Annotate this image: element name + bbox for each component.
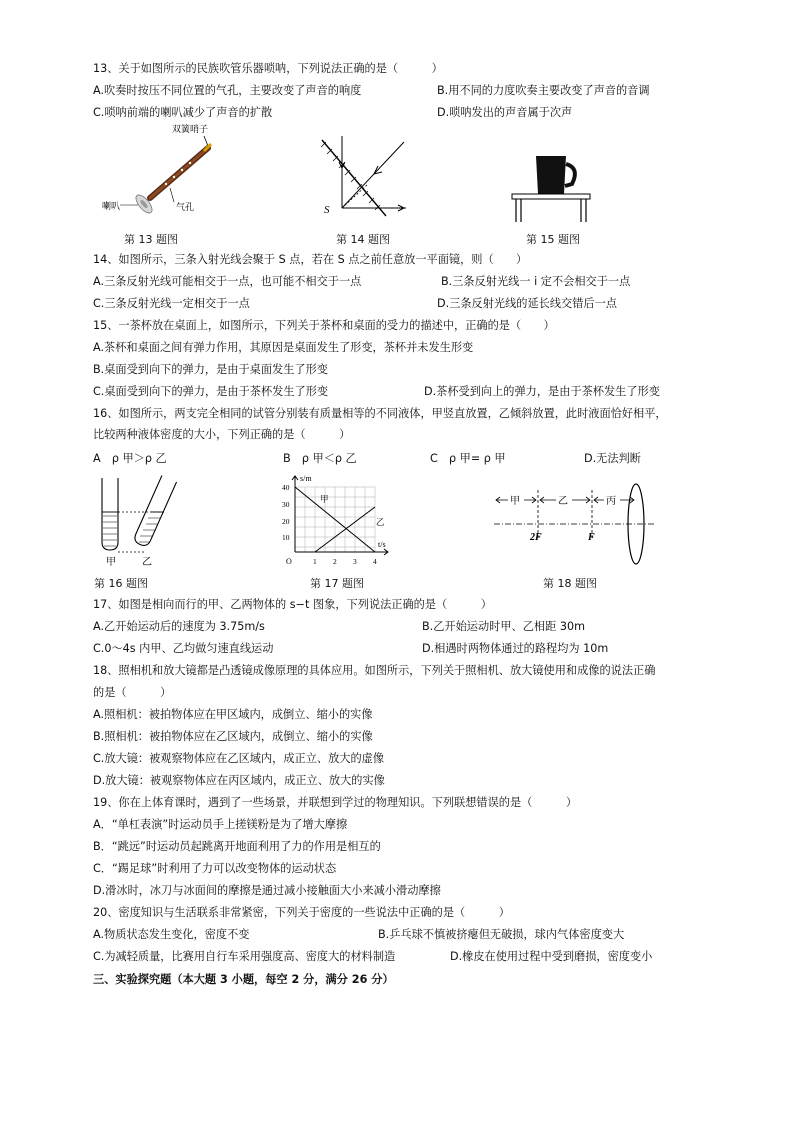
ytick: 40 xyxy=(282,483,290,492)
label-yi: 乙 xyxy=(142,557,152,568)
cup-table-figure xyxy=(508,146,594,226)
ylabel: s/m xyxy=(300,474,312,483)
q16-option-a: A ρ 甲＞ρ 乙 xyxy=(93,452,167,465)
q17-option-c: C.0～4s 内甲、乙均做匀速直线运动 xyxy=(93,642,274,655)
xlabel: t/s xyxy=(378,540,386,549)
fig13-caption: 第 13 题图 xyxy=(124,233,178,246)
zone-bing-label: 丙 xyxy=(606,496,616,507)
q20-option-a: A.物质状态发生变化，密度不变 xyxy=(93,928,250,941)
ytick: 30 xyxy=(282,500,290,509)
q17-option-a: A.乙开始运动后的速度为 3.75m/s xyxy=(93,620,265,633)
q15-option-b: B.桌面受到向下的弹力，是由于桌面发生了形变 xyxy=(93,363,328,376)
ytick: 10 xyxy=(282,533,290,542)
q16-option-d: D.无法判断 xyxy=(584,452,641,465)
q15-option-d: D.茶杯受到向上的弹力，是由于茶杯发生了形变 xyxy=(424,385,660,398)
xtick: 4 xyxy=(373,557,377,566)
fig15-caption: 第 15 题图 xyxy=(526,233,580,246)
q17-option-b: B.乙开始运动时甲、乙相距 30m xyxy=(422,620,585,633)
q20-option-d: D.橡皮在使用过程中受到磨损，密度变小 xyxy=(450,950,653,963)
label-horn: 喇叭 xyxy=(102,201,121,211)
q19-option-a: A．“单杠表演”时运动员手上搓镁粉是为了增大摩擦 xyxy=(93,818,348,831)
q16-stem-line2: 比较两种液体密度的大小，下列正确的是（ ） xyxy=(93,428,351,441)
q14-option-b: B.三条反射光线一 i 定不会相交于一点 xyxy=(441,275,631,288)
q14-stem: 14、如图所示，三条入射光线会聚于 S 点，若在 S 点之前任意放一平面镜，则（ ） xyxy=(93,253,528,266)
q13-stem: 13、关于如图所示的民族吹管乐器唢呐，下列说法正确的是（ ） xyxy=(93,62,443,75)
q19-option-d: D.滑冰时，冰刀与冰面间的摩擦是通过减小接触面大小来减小滑动摩擦 xyxy=(93,884,441,897)
xtick: 2 xyxy=(333,557,337,566)
q13-option-c: C.唢呐前端的喇叭减少了声音的扩散 xyxy=(93,106,273,119)
fig18-caption: 第 18 题图 xyxy=(543,577,597,590)
section-3-heading: 三、实验探究题（本大题 3 小题，每空 2 分，满分 26 分） xyxy=(93,973,394,986)
q16-stem-line1: 16、如图所示，两支完全相同的试管分别装有质量相等的不同液体，甲竖直放置，乙倾斜放置，此时液面恰好相平， xyxy=(93,407,667,420)
q13-option-d: D.唢呐发出的声音属于次声 xyxy=(437,106,573,119)
q15-stem: 15、一茶杯放在桌面上，如图所示，下列关于茶杯和桌面的受力的描述中，正确的是（ ） xyxy=(93,319,555,332)
q14-option-c: C.三条反射光线一定相交于一点 xyxy=(93,297,250,310)
q18-stem-line1: 18、照相机和放大镜都是凸透镜成像原理的具体应用。如图所示，下列关于照相机、放大镜使用和成像的说法正确 xyxy=(93,664,656,677)
q17-option-d: D.相遇时两物体通过的路程均为 10m xyxy=(422,642,609,655)
origin-label: O xyxy=(286,557,292,566)
series-label-yi: 乙 xyxy=(376,517,385,527)
light-rays-figure xyxy=(318,134,408,218)
label-hole: 气孔 xyxy=(176,202,195,212)
q19-stem: 19、你在上体育课时，遇到了一些场景，并联想到学过的物理知识。下列联想错误的是（ ） xyxy=(93,796,578,809)
q14-option-d: D.三条反射光线的延长线交错后一点 xyxy=(437,297,617,310)
label-reed: 双簧哨子 xyxy=(172,124,209,134)
q20-option-c: C.为减轻质量，比赛用自行车采用强度高、密度大的材料制造 xyxy=(93,950,396,963)
test-tubes-figure xyxy=(94,472,194,568)
q13-option-b: B.用不同的力度吹奏主要改变了声音的音调 xyxy=(437,84,650,97)
xtick: 3 xyxy=(353,557,357,566)
fig17-caption: 第 17 题图 xyxy=(310,577,364,590)
q19-option-c: C．“踢足球”时利用了力可以改变物体的运动状态 xyxy=(93,862,337,875)
q15-option-a: A.茶杯和桌面之间有弹力作用，其原因是桌面发生了形变，茶杯并未发生形变 xyxy=(93,341,474,354)
q18-option-b: B.照相机：被拍物体应在乙区域内，成倒立、缩小的实像 xyxy=(93,730,373,743)
xtick: 1 xyxy=(313,557,317,566)
q18-option-d: D.放大镜：被观察物体应在丙区域内，成正立、放大的实像 xyxy=(93,774,385,787)
label-f: F xyxy=(588,532,595,543)
q18-option-a: A.照相机：被拍物体应在甲区域内，成倒立、缩小的实像 xyxy=(93,708,373,721)
q13-option-a: A.吹奏时按压不同位置的气孔，主要改变了声音的响度 xyxy=(93,84,362,97)
q15-option-c: C.桌面受到向下的弹力，是由于茶杯发生了形变 xyxy=(93,385,329,398)
zone-yi-label: 乙 xyxy=(558,496,568,507)
fig14-caption: 第 14 题图 xyxy=(336,233,390,246)
q20-option-b: B.乒乓球不慎被挤瘪但无破损，球内气体密度变大 xyxy=(378,928,625,941)
q18-stem-line2: 的是（ ） xyxy=(93,686,172,699)
fig16-caption: 第 16 题图 xyxy=(94,577,148,590)
q16-option-b: B ρ 甲＜ρ 乙 xyxy=(283,452,357,465)
st-graph-figure xyxy=(270,470,400,570)
series-label-jia: 甲 xyxy=(320,494,329,504)
ytick: 20 xyxy=(282,517,290,526)
q16-option-c: C ρ 甲= ρ 甲 xyxy=(430,452,506,465)
zone-jia-label: 甲 xyxy=(510,496,520,507)
q17-stem: 17、如图是相向而行的甲、乙两物体的 s−t 图象，下列说法正确的是（ ） xyxy=(93,598,492,611)
lens-zones-figure xyxy=(490,478,662,568)
suona-figure xyxy=(100,122,220,214)
q18-option-c: C.放大镜：被观察物体应在乙区域内，成正立、放大的虚像 xyxy=(93,752,385,765)
q14-option-a: A.三条反射光线可能相交于一点，也可能不相交于一点 xyxy=(93,275,362,288)
label-s: S xyxy=(324,204,330,216)
q20-stem: 20、密度知识与生活联系非常紧密，下列关于密度的一些说法中正确的是（ ） xyxy=(93,906,510,919)
label-2f: 2F xyxy=(530,532,542,543)
q19-option-b: B．“跳远”时运动员起跳离开地面利用了力的作用是相互的 xyxy=(93,840,381,853)
label-jia: 甲 xyxy=(106,557,116,568)
